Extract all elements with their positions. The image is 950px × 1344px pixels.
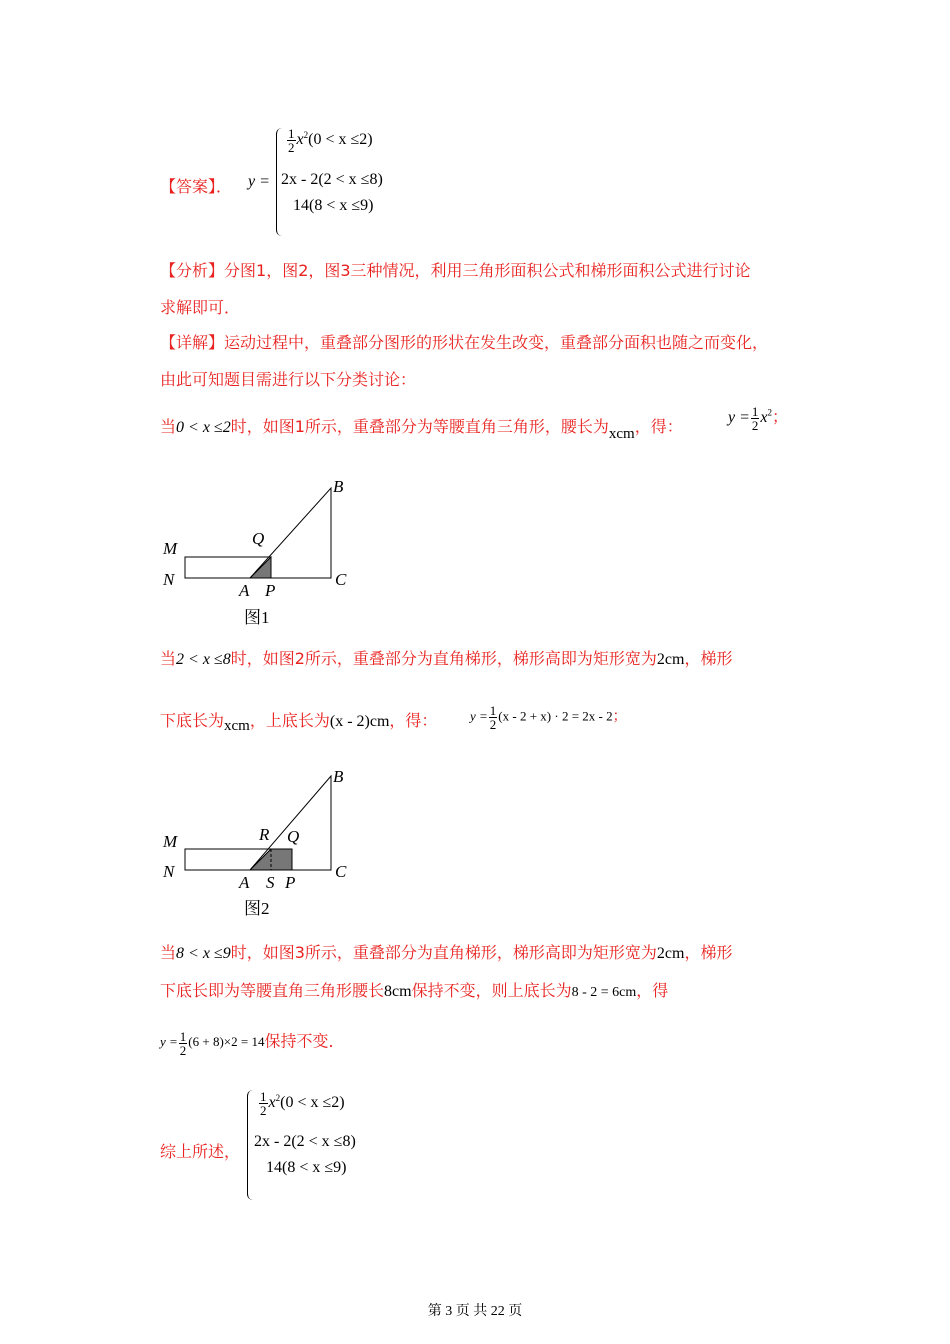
summary-case-1: $\frac{1}{2}$ $x^2(0 < x \le 2)$: [260, 1089, 345, 1118]
fig2-label-a: A: [239, 873, 250, 892]
fig2-label-c: C: [335, 862, 347, 881]
page-footer: 第 3 页 共 22 页: [427, 1304, 523, 1319]
case3-line-1: 当8 < x ≤9时，如图3所示，重叠部分为直角梯形，梯形高即为矩形宽为2cm，梯形: [160, 943, 733, 962]
fig1-caption: 图1: [244, 608, 270, 627]
case1-line: 当0 < x ≤2时，如图1所示，重叠部分为等腰直角三角形，腰长为xcm，得：: [160, 417, 683, 442]
fig2-label-m: M: [163, 832, 178, 851]
fig2-label-s: S: [266, 873, 275, 892]
summary-label: 综上所述，: [160, 1142, 241, 1161]
fig2-label-r: R: [259, 825, 270, 844]
fig1-label-a: A: [239, 581, 250, 600]
fig2-label-p: P: [285, 873, 296, 892]
fig2-caption: 图2: [244, 899, 270, 918]
case2-line-1: 当2 < x ≤8时，如图2所示，重叠部分为直角梯形，梯形高即为矩形宽为2cm，梯形: [160, 649, 733, 668]
fig1-label-c: C: [335, 570, 347, 589]
detail-line-1: 【详解】运动过程中，重叠部分图形的形状在发生改变，重叠部分面积也随之而变化，: [160, 333, 769, 352]
answer-case-1: $\frac{1}{2}$ $x^2(0 < x \le 2)$: [288, 126, 373, 155]
summary-case-3: 14(8 < x ≤9): [266, 1159, 347, 1176]
case2-formula: y = $\frac{1}{2}$ (x - 2 + x) · 2 = 2x - 2；: [470, 703, 627, 732]
fig1-label-p: P: [265, 581, 276, 600]
fig1-label-n: N: [163, 570, 175, 589]
fig2-label-n: N: [163, 862, 175, 881]
fig1-label-q: Q: [252, 529, 265, 548]
fig2-label-q: Q: [287, 827, 300, 846]
analysis-line-2: 求解即可．: [160, 298, 241, 317]
summary-case-2: 2x - 2(2 < x ≤8): [254, 1133, 356, 1150]
answer-lhs: y =: [248, 173, 270, 190]
case3-line-3: y = $\frac{1}{2}$ (6 + 8)×2 = 14保持不变．: [160, 1029, 345, 1058]
case2-line-2: 下底长为xcm，上底长为(x - 2)cm，得：: [160, 711, 438, 734]
case3-line-2: 下底长即为等腰直角三角形腰长8cm保持不变，则上底长为8 - 2 = 6cm，得: [160, 981, 669, 1000]
fig1-label-b: B: [333, 477, 344, 496]
fig1-label-m: M: [163, 539, 178, 558]
answer-case-2: 2x - 2(2 < x ≤8): [281, 171, 383, 188]
fig2-label-b: B: [333, 767, 344, 786]
answer-label: 【答案】．: [160, 177, 233, 196]
analysis-line-1: 【分析】分图1，图2，图3三种情况，利用三角形面积公式和梯形面积公式进行讨论: [160, 261, 751, 280]
case1-formula: y = $\frac{1}{2}$ $x^2$；: [728, 403, 789, 433]
answer-case-3: 14(8 < x ≤9): [293, 197, 374, 214]
detail-line-2: 由此可知题目需进行以下分类讨论：: [160, 370, 417, 389]
